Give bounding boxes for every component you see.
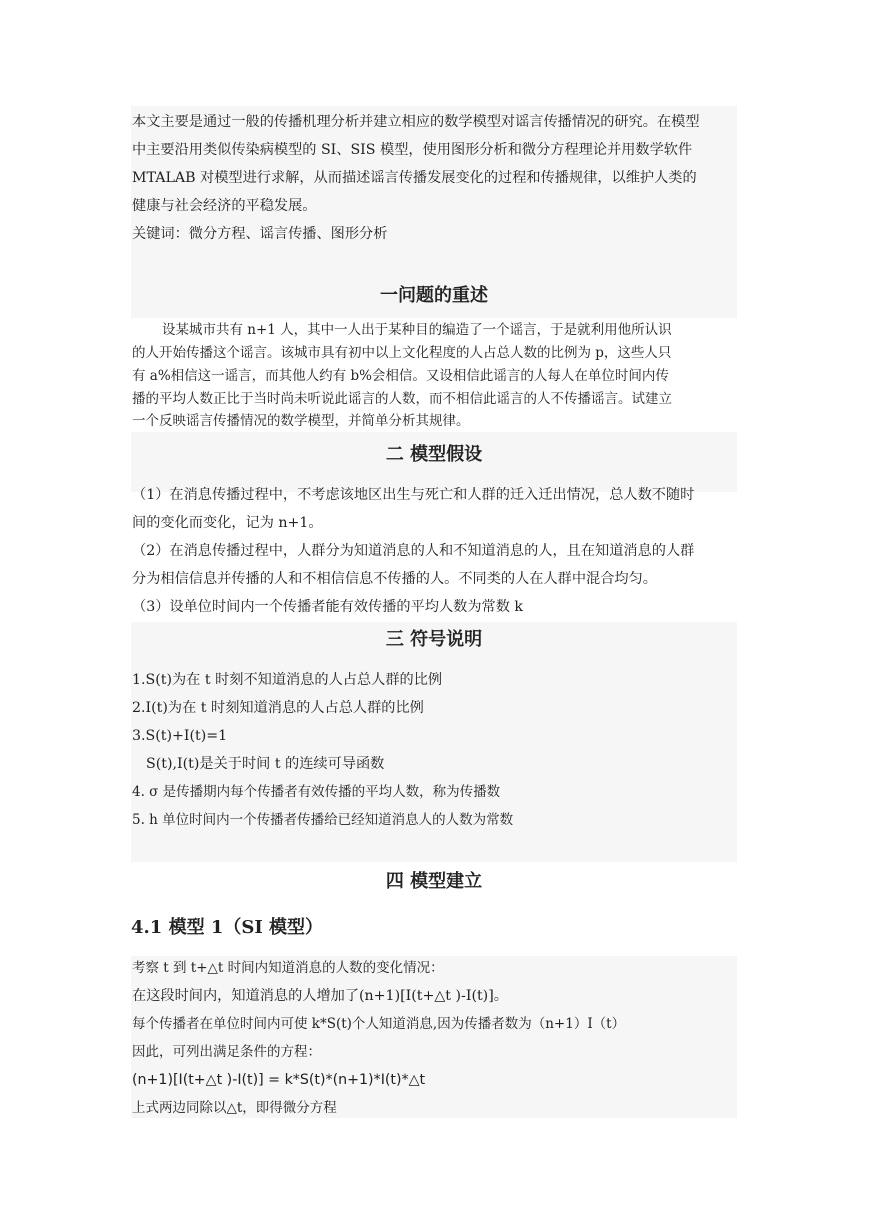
assumption-line: 分为相信信息并传播的人和不相信信息不传播的人。不同类的人在人群中混合均匀。 [132,571,657,587]
problem-line: 有 a%相信这一谣言，而其他人约有 b%会相信。又设相信此谣言的人每人在单位时间内传 [132,368,669,384]
shade-band-model [131,956,737,1118]
model-line: 因此，可列出满足条件的方程： [132,1044,321,1060]
problem-line: 一个反映谣言传播情况的数学模型，并简单分析其规律。 [132,413,470,429]
section-title-problem: 一问题的重述 [380,285,488,306]
model-line: 在这段时间内，知道消息的人增加了(n+1)[I(t+△t )-I(t)]。 [132,988,508,1004]
symbol-line: 3.S(t)+I(t)=1 [132,728,228,744]
assumption-line: （3）设单位时间内一个传播者能有效传播的平均人数为常数 k [132,599,524,615]
model-equation: (n+1)[I(t+△t )-I(t)] = k*S(t)*(n+1)*I(t)*△t [132,1072,426,1088]
problem-line: 设某城市共有 n+1 人，其中一人出于某种目的编造了一个谣言，于是就利用他所认识 [162,322,672,338]
model-line: 每个传播者在单位时间内可使 k*S(t)个人知道消息,因为传播者数为（n+1）I（t） [132,1016,626,1032]
model-line: 上式两边同除以△t，即得微分方程 [132,1100,337,1116]
symbol-line: 4. σ 是传播期内每个传播者有效传播的平均人数，称为传播数 [132,784,501,800]
section-title-model: 四 模型建立 [385,871,483,892]
symbol-line: 1.S(t)为在 t 时刻不知道消息的人占总人群的比例 [132,672,443,688]
assumption-line: （2）在消息传播过程中，人群分为知道消息的人和不知道消息的人，且在知道消息的人群 [132,543,695,559]
abstract-line: 中主要沿用类似传染病模型的 SI、SIS 模型，使用图形分析和微分方程理论并用数学软件 [132,142,693,158]
abstract-line: 本文主要是通过一般的传播机理分析并建立相应的数学模型对谣言传播情况的研究。在模型 [132,114,700,130]
symbol-line: 5. h 单位时间内一个传播者传播给已经知道消息人的人数为常数 [132,812,514,828]
symbol-line: 2.I(t)为在 t 时刻知道消息的人占总人群的比例 [132,700,424,716]
model-line: 考察 t 到 t+△t 时间内知道消息的人数的变化情况： [132,960,444,976]
assumption-line: 间的变化而变化，记为 n+1。 [132,515,323,531]
assumption-line: （1）在消息传播过程中，不考虑该地区出生与死亡和人群的迁入迁出情况，总人数不随时 [132,487,695,503]
problem-line: 的人开始传播这个谣言。该城市具有初中以上文化程度的人占总人数的比例为 p，这些人只 [132,345,672,361]
problem-line: 播的平均人数正比于当时尚未听说此谣言的人数，而不相信此谣言的人不传播谣言。试建立 [132,391,672,407]
keywords: 关键词：微分方程、谣言传播、图形分析 [132,226,388,242]
abstract-line: MTALAB 对模型进行求解，从而描述谣言传播发展变化的过程和传播规律，以维护人类的 [132,170,697,186]
subsection-title-si-model: 4.1 模型 1（SI 模型） [131,917,324,938]
abstract-line: 健康与社会经济的平稳发展。 [132,198,317,214]
section-title-symbols: 三 符号说明 [385,629,483,650]
section-title-assumptions: 二 模型假设 [385,444,483,465]
symbol-line: S(t),I(t)是关于时间 t 的连续可导函数 [146,756,385,772]
